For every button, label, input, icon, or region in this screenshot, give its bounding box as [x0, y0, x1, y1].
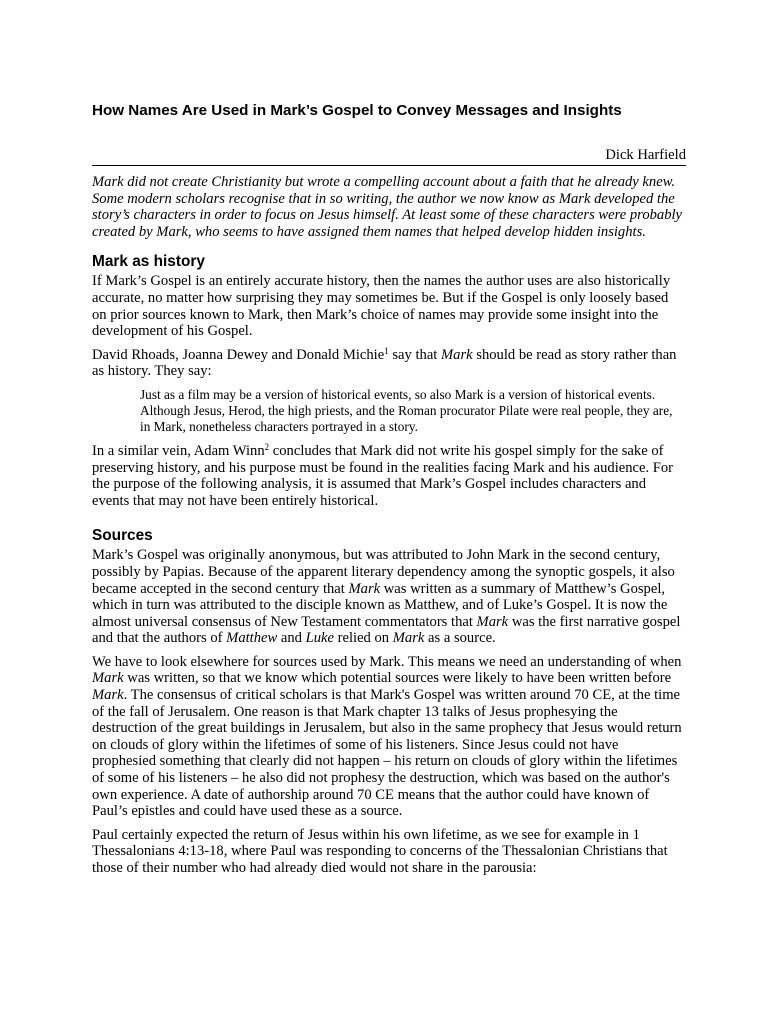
text-run: was written as a summary of Matthew’s Gospel, which in turn was attributed to the disciple known as Matthew, and of Luke’s Gospel. It is now the almost universal consensus of New Testament commentators that: [92, 580, 668, 630]
author-name: Dick Harfield: [605, 147, 686, 163]
section-heading-history: Mark as history: [92, 253, 205, 271]
footnote-marker-2: 2: [264, 441, 270, 452]
document-title: How Names Are Used in Mark’s Gospel to Convey Messages and Insights: [92, 102, 622, 119]
section-heading-sources: Sources: [92, 527, 153, 545]
header-divider: [92, 165, 686, 166]
text-run: was the first narrative gospel and that the authors of: [92, 613, 681, 647]
document-body: [92, 174, 686, 884]
sources-paragraph-3: Paul certainly expected the return of Jesus within his own lifetime, as we see for example in 1 Thessalonians 4:13-18, where Paul was responding to concerns of the Thessalonian Christians that those of their number who had already died would not share in the parousia:: [92, 826, 668, 876]
text-run: In a similar vein, Adam Winn: [92, 442, 265, 459]
text-run: David Rhoads, Joanna Dewey and Donald Michie: [92, 346, 385, 363]
italic-title-matthew: Matthew: [226, 630, 278, 647]
text-run: say that: [388, 346, 442, 363]
text-run: concludes that Mark did not write his gospel simply for the sake of preserving history, and his purpose must be found in the realities facing Mark and his audience. For the purpose of the following analysis, it is assumed that Mark’s Gospel includes characters and events that may not have been entirely historical.: [92, 442, 674, 509]
text-run: We have to look elsewhere for sources used by Mark. This means we need an understanding of when: [92, 653, 682, 670]
history-paragraph-1: If Mark’s Gospel is an entirely accurate history, then the names the author uses are also historically accurate, no matter how surprising they may sometimes be. But if the Gospel is only loosely based on prior sources known to Mark, then Mark’s choice of names may provide some insight into the development of his Gospel.: [92, 273, 671, 340]
italic-title-mark: Mark: [392, 630, 425, 647]
text-run: was written, so that we know which potential sources were likely to have been written before: [123, 670, 672, 687]
italic-title-mark: Mark: [92, 670, 124, 687]
text-run: . The consensus of critical scholars is that Mark's Gospel was written around 70 CE, at the time of the fall of Jerusalem. One reason is that Mark chapter 13 talks of Jesus prophesying the destruction of the great buildings in Jerusalem, but also in the same prophecy that Jesus would return on clouds of glory within the lifetimes of some of his listeners. Since Jesus could not have prophesied something that clearly did not happen – his return on clouds of glory within the lifetimes of some of his listeners – he also did not prophesy the destruction, which was based on the author's own experience. A date of authorship around 70 CE means that the author could have known of Paul’s epistles and could have used these as a source.: [92, 687, 682, 820]
sources-paragraph-1: [92, 547, 686, 647]
italic-title-mark: Mark: [476, 613, 509, 630]
text-run: and: [277, 630, 306, 647]
text-run: as a source.: [424, 630, 496, 647]
text-run: Mark’s Gospel was originally anonymous, but was attributed to John Mark in the second century, possibly by Papias. Because of the apparent literary dependency among the synoptic gospels, it also became accepted in the second century that: [92, 547, 675, 597]
history-paragraph-3: [92, 443, 686, 509]
italic-title-mark: Mark: [92, 687, 124, 704]
history-paragraph-2: [92, 347, 686, 380]
block-quote: Just as a film may be a version of historical events, so also Mark is a version of historical events. Although Jesus, Herod, the high priests, and the Roman procurator Pilate were real people, they are, in Mark, nonetheless characters portrayed in a story.: [140, 386, 673, 434]
italic-title-mark: Mark: [441, 346, 473, 363]
italic-title-mark: Mark: [348, 580, 381, 597]
sources-paragraph-2: [92, 654, 686, 820]
abstract-paragraph: Mark did not create Christianity but wrote a compelling account about a faith that he already knew. Some modern scholars recognise that in so writing, the author we now know as Mark developed the story’s characters in order to focus on Jesus himself. At least some of these characters were probably created by Mark, who seems to have assigned them names that helped develop hidden insights.: [92, 174, 683, 240]
text-run: should be read as story rather than as history. They say:: [92, 346, 677, 380]
footnote-marker-1: 1: [384, 345, 389, 356]
text-run: relied on: [333, 630, 393, 647]
italic-title-luke: Luke: [305, 630, 334, 647]
